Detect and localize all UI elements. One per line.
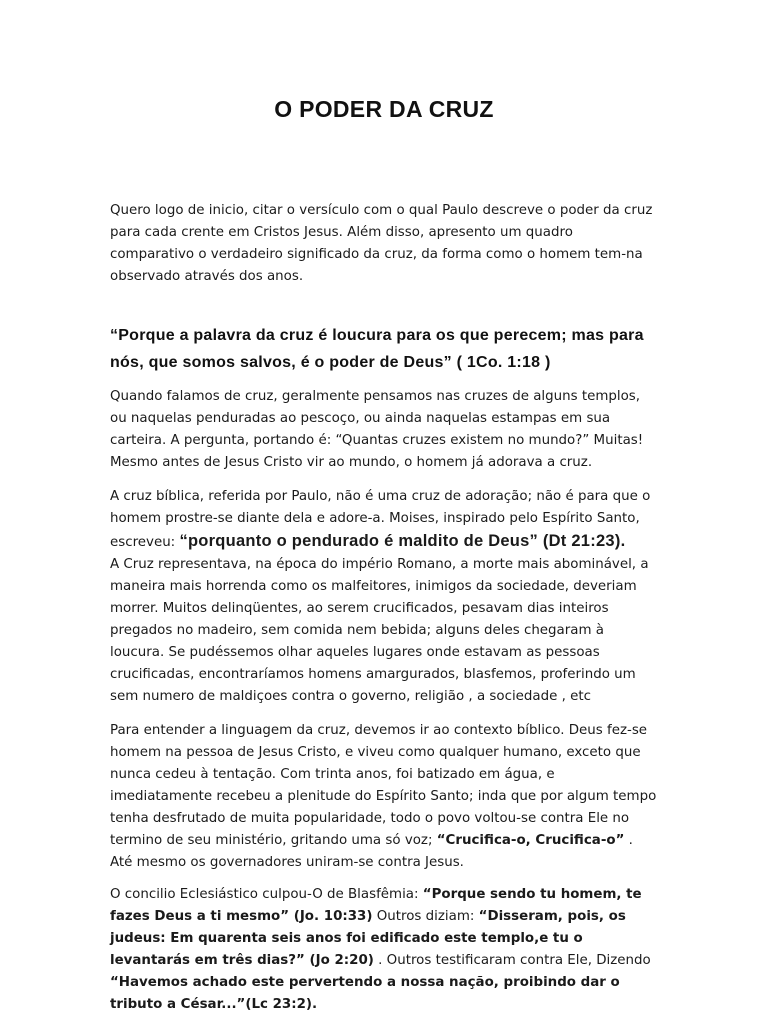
page-title: O PODER DA CRUZ xyxy=(274,96,494,122)
paragraph-4-quote-1: “Porque sendo tu homem, te fazes Deus a ti mesmo” (Jo. 10:33) xyxy=(110,887,642,924)
intro-paragraph: Quero logo de inicio, citar o versículo com o qual Paulo descreve o poder da cruz para cada crente em Cristos Jesus. Além disso, apresento um quadro comparativo o verdadeiro significado da cruz, da forma como o homem tem-na observado através dos anos. xyxy=(110,203,653,284)
paragraph-4-quote-3: “Havemos achado este pervertendo a nossa nação, proibindo dar o tributo a César...”(Lc 23:2). xyxy=(110,975,620,1012)
paragraph-2-continuation: A Cruz representava, na época do império Romano, a morte mais abominável, a maneira mais horrenda como os malfeitores, inimigos da sociedade, deveriam morrer. Muitos delinqüentes, ao serem crucificados, pesavam dias inteiros pregados no madeiro, sem comida nem bebida; alguns deles chegaram à loucura. Se pudéssemos olhar aqueles lugares onde estavam as pessoas crucificadas, encontraríamos homens amargurados, blasfemos, proferindo um sem numero de maldiçoes contra o governo, religião , a sociedade , etc xyxy=(110,557,649,704)
paragraph-2 xyxy=(110,486,658,708)
paragraph-3 xyxy=(110,720,658,874)
paragraph-4-text-1: O concilio Eclesiástico culpou-O de Blasfêmia: xyxy=(110,887,423,902)
paragraph-4-quote-2: “Disseram, pois, os judeus: Em quarenta seis anos foi edificado este templo,e tu o levantarás em três dias?” (Jo 2:20) xyxy=(110,909,626,968)
paragraph-2-text: A cruz bíblica, referida por Paulo, não é uma cruz de adoração; não é para que o homem prostre-se diante dela e adore-a. Moises, inspirado pelo Espírito Santo, escreveu: xyxy=(110,489,651,550)
paragraph-2-quote: “porquanto o pendurado é maldito de Deus” (Dt 21:23). xyxy=(179,532,626,550)
paragraph-1: Quando falamos de cruz, geralmente pensamos nas cruzes de alguns templos, ou naquelas penduradas ao pescoço, ou ainda naquelas estampas em sua carteira. A pergunta, portando é: “Quantas cruzes existem no mundo?” Muitas! Mesmo antes de Jesus Cristo vir ao mundo, o homem já adorava a cruz. xyxy=(110,389,644,470)
paragraph-3-after: . Até mesmo os governadores uniram-se contra Jesus. xyxy=(110,833,633,870)
paragraph-4-text-3: . Outros testificaram contra Ele, Dizendo xyxy=(373,953,651,968)
main-verse-quote: “Porque a palavra da cruz é loucura para os que perecem; mas para nós, que somos salvos, é o poder de Deus” ( 1Co. 1:18 ) xyxy=(110,327,644,371)
paragraph-4-text-2: Outros diziam: xyxy=(372,909,479,924)
paragraph-3-quote: “Crucifica-o, Crucifica-o” xyxy=(436,833,625,848)
paragraph-3-text: Para entender a linguagem da cruz, devemos ir ao contexto bíblico. Deus fez-se homem na pessoa de Jesus Cristo, e viveu como qualquer humano, exceto que nunca cedeu à tentação. Com trinta anos, foi batizado em água, e imediatamente recebeu a plenitude do Espírito Santo; inda que por algum tempo tenha desfrutado de muita popularidade, todo o povo voltou-se contra Ele no termino de seu ministério, gritando uma só voz; xyxy=(110,723,657,848)
paragraph-4 xyxy=(110,884,658,1016)
